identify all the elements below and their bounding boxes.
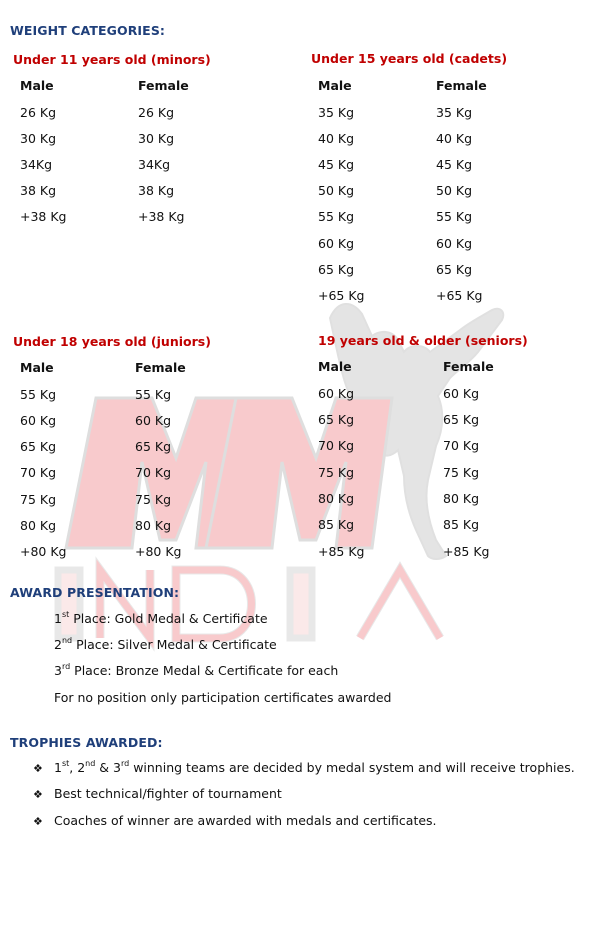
female-weight: 80 Kg [135, 518, 172, 533]
male-weight: +80 Kg [20, 544, 67, 559]
trophies-awarded-heading: TROPHIES AWARDED: [10, 735, 163, 750]
female-weight: 60 Kg [436, 236, 473, 251]
female-weight: 38 Kg [138, 183, 175, 198]
diamond-bullet-icon: ❖ [33, 762, 43, 775]
female-weight: 65 Kg [443, 412, 480, 427]
male-weight: +85 Kg [318, 544, 365, 559]
male-column-header: Male [318, 78, 352, 93]
female-weight: 60 Kg [135, 413, 172, 428]
female-weight: 75 Kg [443, 465, 480, 480]
female-weight: 35 Kg [436, 105, 473, 120]
male-weight: 40 Kg [318, 131, 355, 146]
female-column-header: Female [135, 360, 186, 375]
award-line-third: 3rd Place: Bronze Medal & Certificate for each [54, 661, 339, 678]
male-weight: 38 Kg [20, 183, 57, 198]
group-title: Under 15 years old (cadets) [311, 51, 508, 66]
male-weight: 60 Kg [20, 413, 57, 428]
female-weight: 75 Kg [135, 492, 172, 507]
female-weight: 45 Kg [436, 157, 473, 172]
male-weight: 60 Kg [318, 386, 355, 401]
female-weight: 40 Kg [436, 131, 473, 146]
female-weight: 34Kg [138, 157, 171, 172]
female-weight: 70 Kg [135, 465, 172, 480]
male-weight: 70 Kg [20, 465, 57, 480]
male-weight: 34Kg [20, 157, 53, 172]
female-column-header: Female [436, 78, 487, 93]
trophy-item-2: Best technical/fighter of tournament [54, 786, 282, 801]
male-column-header: Male [20, 360, 54, 375]
male-weight: 65 Kg [318, 262, 355, 277]
female-weight: 55 Kg [436, 209, 473, 224]
male-weight: 85 Kg [318, 517, 355, 532]
male-weight: 50 Kg [318, 183, 355, 198]
female-weight: 50 Kg [436, 183, 473, 198]
award-line-second: 2nd Place: Silver Medal & Certificate [54, 635, 277, 652]
male-weight: 75 Kg [20, 492, 57, 507]
group-title: 19 years old & older (seniors) [318, 333, 528, 348]
male-column-header: Male [318, 359, 352, 374]
male-weight: 75 Kg [318, 465, 355, 480]
female-column-header: Female [443, 359, 494, 374]
male-column-header: Male [20, 78, 54, 93]
male-weight: 45 Kg [318, 157, 355, 172]
male-weight: +38 Kg [20, 209, 67, 224]
female-weight: 30 Kg [138, 131, 175, 146]
diamond-bullet-icon: ❖ [33, 815, 43, 828]
male-weight: 70 Kg [318, 438, 355, 453]
award-presentation-heading: AWARD PRESENTATION: [10, 585, 180, 600]
award-line-first: 1st Place: Gold Medal & Certificate [54, 609, 268, 626]
group-title: Under 11 years old (minors) [13, 52, 211, 67]
female-weight: 55 Kg [135, 387, 172, 402]
male-weight: 30 Kg [20, 131, 57, 146]
female-weight: +85 Kg [443, 544, 490, 559]
male-weight: 35 Kg [318, 105, 355, 120]
female-weight: 65 Kg [135, 439, 172, 454]
male-weight: 26 Kg [20, 105, 57, 120]
male-weight: 65 Kg [20, 439, 57, 454]
male-weight: 80 Kg [318, 491, 355, 506]
female-weight: 26 Kg [138, 105, 175, 120]
female-weight: 85 Kg [443, 517, 480, 532]
female-weight: +38 Kg [138, 209, 185, 224]
male-weight: 65 Kg [318, 412, 355, 427]
trophy-item-3: Coaches of winner are awarded with medals and certificates. [54, 813, 437, 828]
female-weight: 65 Kg [436, 262, 473, 277]
male-weight: 55 Kg [318, 209, 355, 224]
male-weight: 80 Kg [20, 518, 57, 533]
award-note: For no position only participation certificates awarded [54, 690, 392, 705]
female-weight: 80 Kg [443, 491, 480, 506]
male-weight: 60 Kg [318, 236, 355, 251]
group-title: Under 18 years old (juniors) [13, 334, 211, 349]
diamond-bullet-icon: ❖ [33, 788, 43, 801]
female-weight: 60 Kg [443, 386, 480, 401]
trophy-item-1: 1st, 2nd & 3rd winning teams are decided by medal system and will receive trophies. [54, 758, 575, 775]
female-weight: 70 Kg [443, 438, 480, 453]
weight-categories-heading: WEIGHT CATEGORIES: [10, 23, 166, 38]
male-weight: +65 Kg [318, 288, 365, 303]
male-weight: 55 Kg [20, 387, 57, 402]
female-weight: +80 Kg [135, 544, 182, 559]
female-weight: +65 Kg [436, 288, 483, 303]
female-column-header: Female [138, 78, 189, 93]
